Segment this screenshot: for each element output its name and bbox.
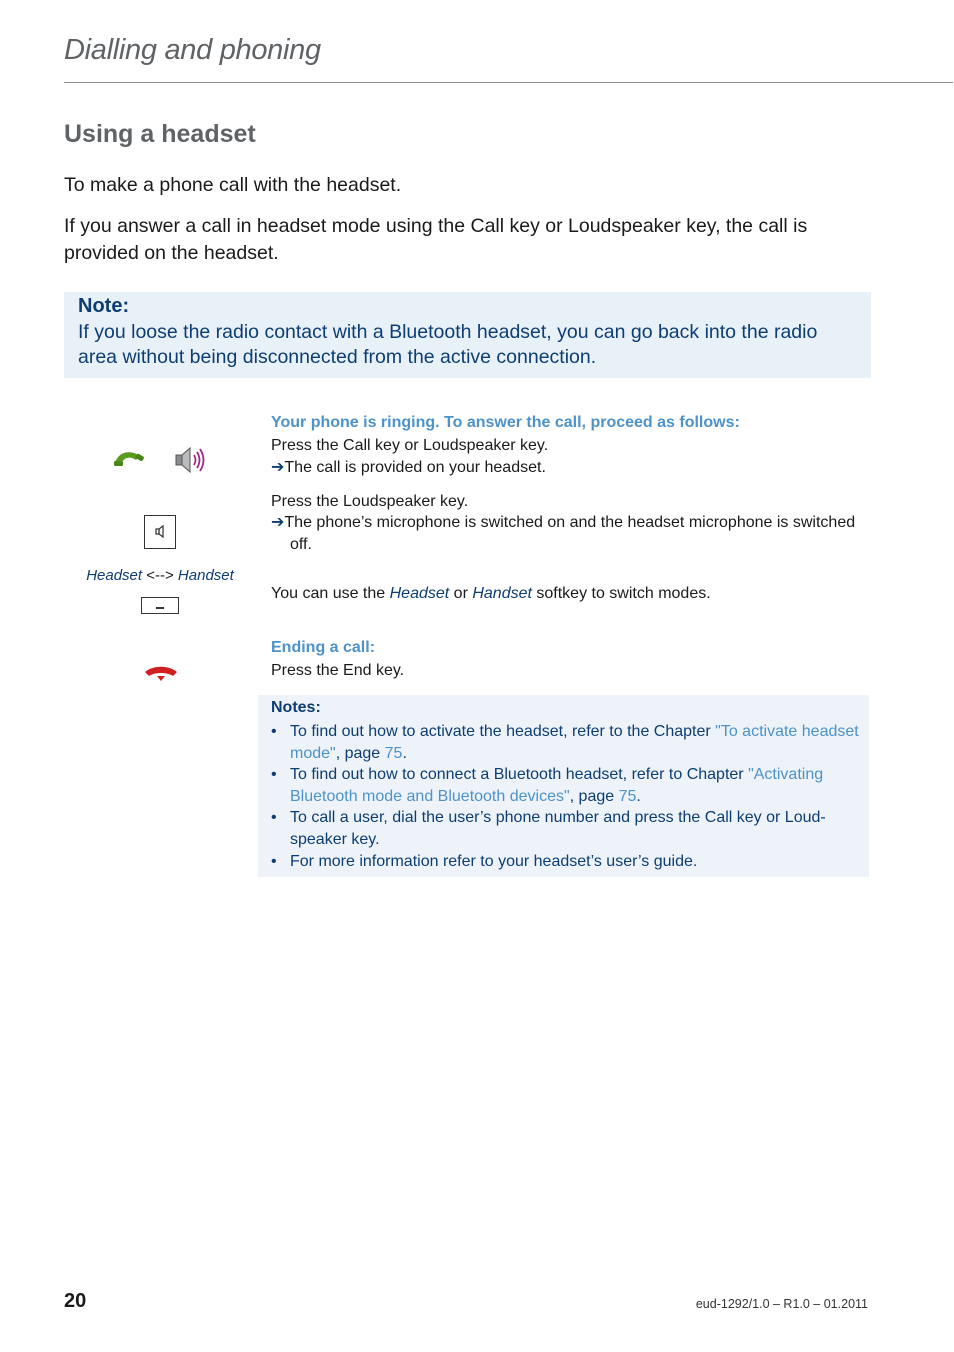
note-item-text: , page (335, 744, 385, 762)
note-item-text: , page (569, 787, 619, 805)
press-end-step: Press the End key. (271, 662, 405, 679)
mic-switched-result (271, 512, 860, 556)
list-item (271, 721, 859, 764)
chapter-link[interactable]: "To activate headset mode" (290, 723, 859, 762)
page-header-title: Dialling and phoning (64, 34, 321, 66)
list-item (271, 764, 859, 807)
page-link[interactable]: 75 (618, 787, 637, 805)
softkey-sentence-post: softkey to switch modes. (531, 585, 711, 602)
document-reference: eud-1292/1.0 – R1.0 – 01.2011 (695, 1297, 868, 1311)
call-provided-text: The call is provided on your headset. (284, 459, 546, 476)
ending-heading: Ending a call: (271, 639, 376, 656)
note-title: Note: (78, 295, 130, 317)
loudspeaker-key-icon (174, 445, 208, 475)
bullet: • (271, 809, 277, 827)
answer-paragraph: If you answer a call in headset mode using the Call key or Loudspeaker key, the call is provided on the headset. (64, 215, 808, 264)
call-provided-result (271, 457, 880, 479)
bullet: • (271, 723, 277, 740)
page-link[interactable]: 75 (384, 744, 403, 762)
call-key-icon (112, 446, 148, 470)
ringing-heading: Your phone is ringing. To answer the call, proceed as follows: (271, 414, 740, 431)
bullet: • (271, 766, 277, 784)
press-call-step: Press the Call key or Loudspeaker key. (271, 437, 549, 454)
note-item-text: To find out how to connect a Bluetooth headset, refer to Chapter (290, 766, 749, 784)
list-item (271, 807, 859, 850)
softkey-label-headset: Headset (86, 567, 143, 584)
softkey-sentence-pre: You can use the (271, 585, 390, 602)
softkey-sentence (271, 583, 861, 605)
note-item-text: . (636, 787, 641, 805)
bullet: • (271, 852, 277, 870)
softkey-handset-ref: Handset (472, 585, 532, 602)
note-item-text: To find out how to activate the headset, refer to the Chapter (290, 723, 716, 740)
result-arrow-icon: ➔ (271, 459, 285, 476)
softkey-or: or (449, 585, 473, 602)
softkey-label (60, 567, 260, 584)
section-title: Using a headset (64, 120, 256, 148)
press-loudspeaker-step: Press the Loudspeaker key. (271, 493, 469, 510)
intro-paragraph: To make a phone call with the headset. (64, 174, 402, 196)
note-text: If you loose the radio contact with a Bluetooth headset, you can go back into the radio area without being disconnected from the active connection. (78, 321, 818, 368)
note-item-text: For more information refer to your headset’s user’s guide. (290, 852, 698, 870)
mic-switched-text: The phone’s microphone is switched on and the headset microphone is switched off. (284, 514, 856, 553)
loudspeaker-button-icon (144, 515, 176, 549)
notes-list (271, 721, 859, 872)
header-rule (64, 82, 953, 83)
speaker-glyph-icon (145, 516, 174, 547)
note-item-text: . (402, 744, 407, 762)
notes-title: Notes: (271, 699, 321, 716)
page-number: 20 (64, 1290, 87, 1312)
chapter-link[interactable]: "Activating Bluetooth mode and Bluetooth devices" (290, 766, 824, 805)
result-arrow-icon: ➔ (271, 514, 285, 531)
note-item-text: To call a user, dial the user’s phone number and press the Call key or Loud-speaker key. (290, 809, 826, 848)
softkey-headset-ref: Headset (389, 585, 450, 602)
softkey-icon (141, 597, 179, 614)
softkey-label-handset: Handset (177, 567, 234, 584)
notes-box (258, 695, 869, 877)
end-key-icon (143, 664, 179, 684)
note-box (64, 292, 871, 378)
softkey-label-separator: <--> (142, 567, 178, 584)
list-item (271, 851, 859, 873)
